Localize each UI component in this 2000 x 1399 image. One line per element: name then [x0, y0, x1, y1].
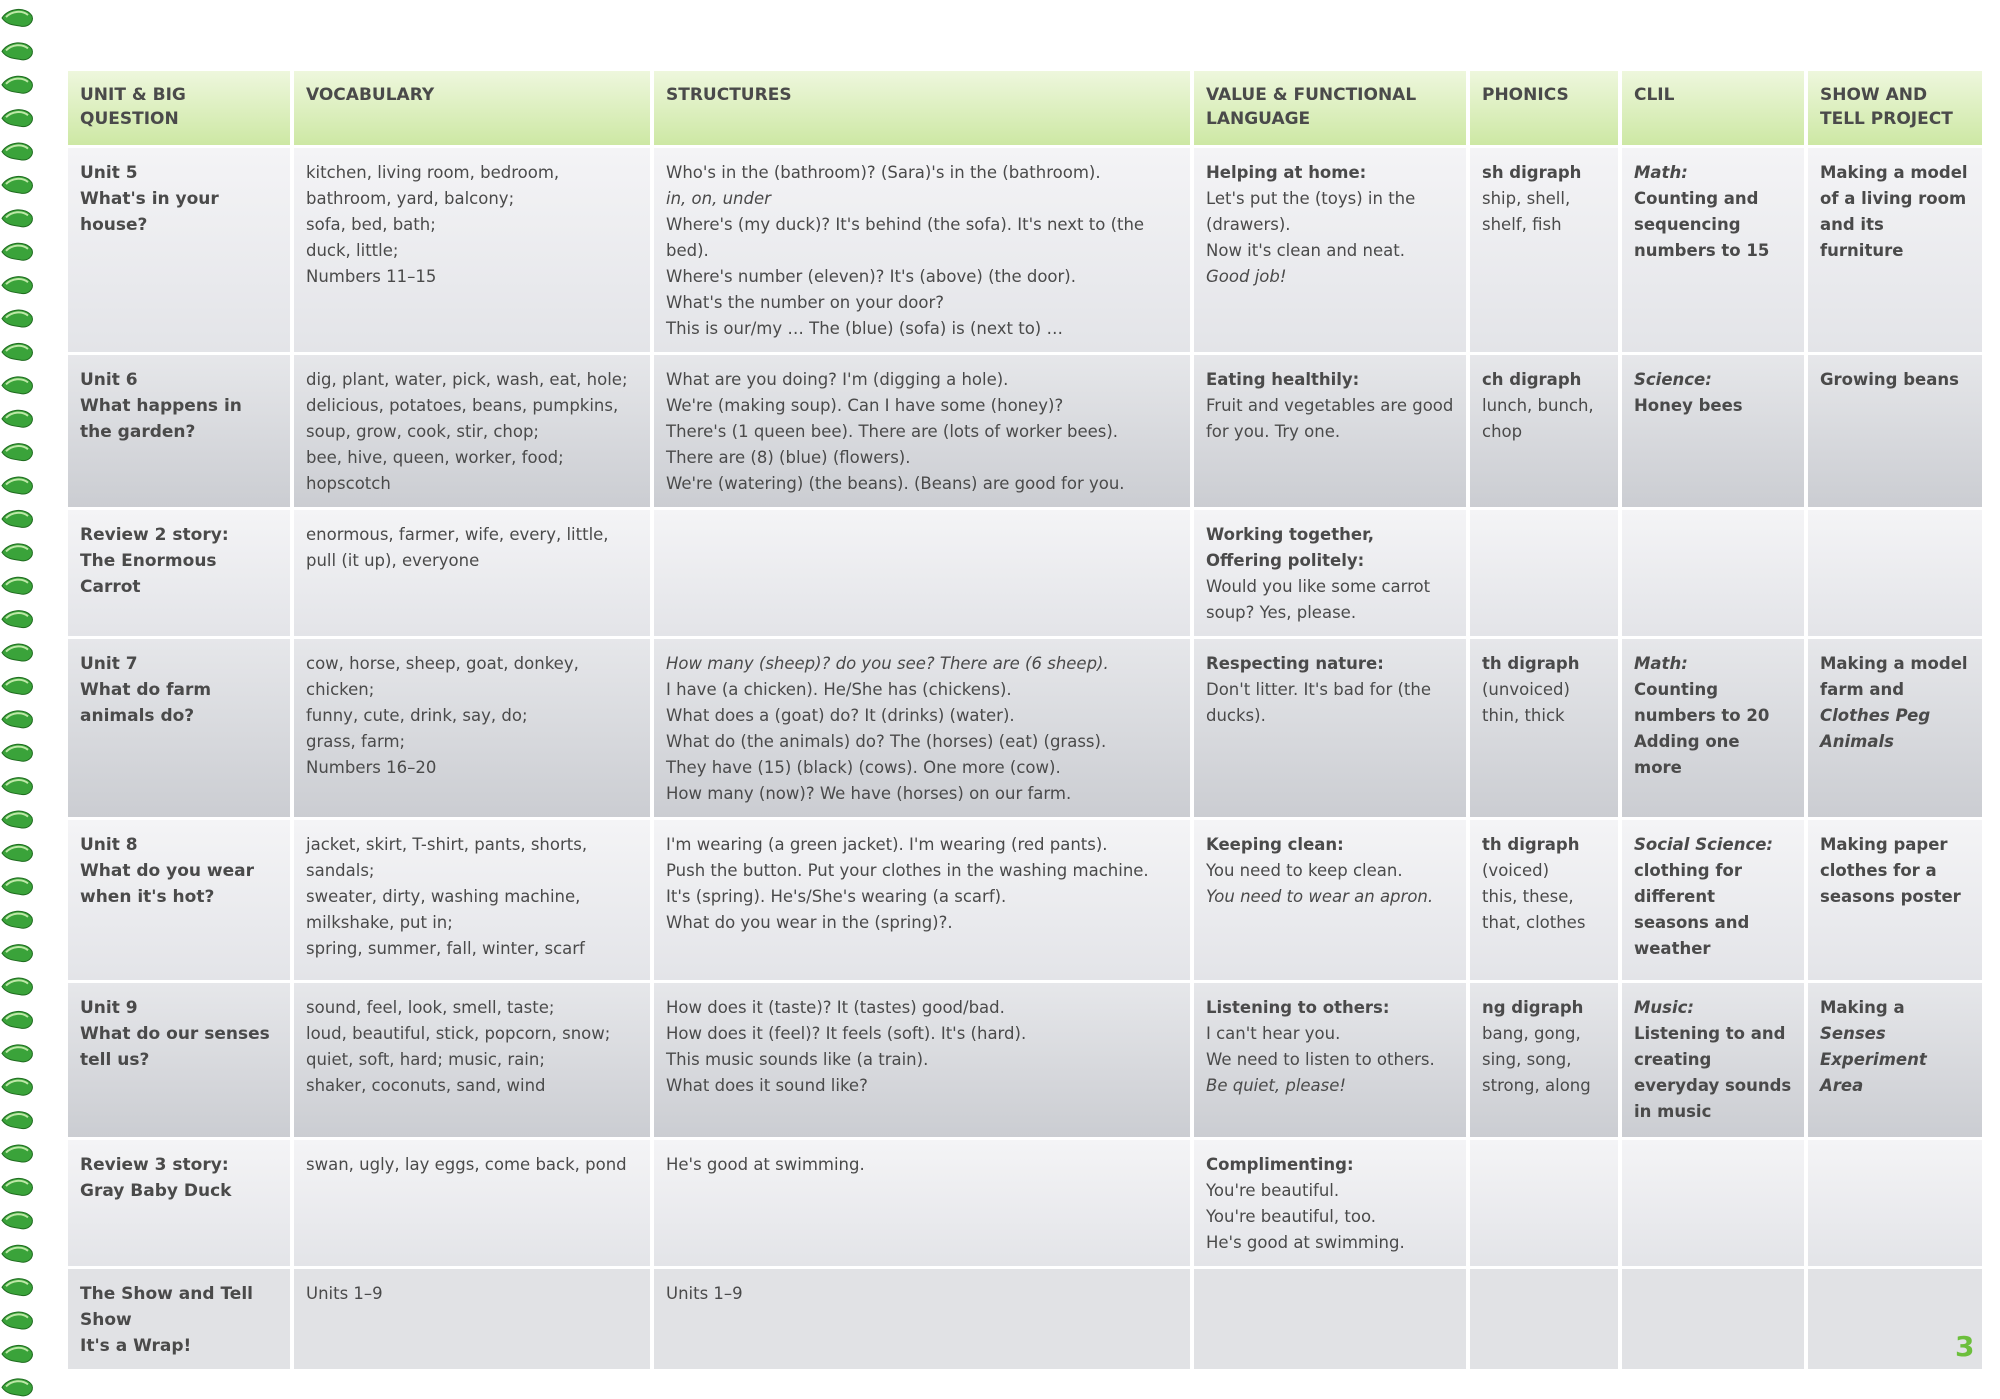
value-title: Helping at home: — [1206, 163, 1367, 182]
unit-label: Unit 6 — [80, 370, 138, 390]
big-question: It's a Wrap! — [80, 1336, 192, 1356]
cell-vocabulary — [294, 639, 650, 817]
structure-line: We're (making soup). Can I have some (honey)? — [666, 396, 1064, 415]
cell-phonics — [1470, 820, 1618, 980]
vocab-line: cow, horse, sheep, goat, donkey, chicken; — [306, 654, 579, 699]
value-title: Working together, — [1206, 525, 1375, 544]
header-show-and-tell: SHOW AND TELL PROJECT — [1808, 71, 1982, 145]
value-title: Eating healthily: — [1206, 370, 1360, 389]
cell-unit — [68, 355, 290, 507]
vocab-line: jacket, skirt, T-shirt, pants, shorts, sandals; — [306, 835, 588, 880]
structure-line: This is our/my … The (blue) (sofa) is (next to) … — [666, 319, 1063, 338]
cell-clil — [1622, 820, 1804, 980]
unit-label: The Show and Tell Show — [80, 1284, 253, 1330]
phonics-title: th digraph — [1482, 654, 1580, 673]
structure-line: What does it sound like? — [666, 1076, 868, 1095]
cell-unit — [68, 510, 290, 636]
phonics-words: bang, gong, sing, song, strong, along — [1482, 1024, 1591, 1095]
vocab-line: Numbers 11–15 — [306, 267, 437, 286]
cell-structures — [654, 820, 1190, 980]
value-line: Let's put the (toys) in the (drawers). — [1206, 189, 1416, 234]
structure-line: There's (1 queen bee). There are (lots of worker bees). — [666, 422, 1119, 441]
cell-show-and-tell — [1808, 639, 1982, 817]
vocab-line: spring, summer, fall, winter, scarf — [306, 939, 585, 958]
vocab-line: dig, plant, water, pick, wash, eat, hole; — [306, 370, 628, 389]
cell-phonics — [1470, 1140, 1618, 1266]
vocab-line: sofa, bed, bath; — [306, 215, 436, 234]
cell-vocabulary — [294, 148, 650, 352]
cell-show-and-tell — [1808, 355, 1982, 507]
vocab-line: swan, ugly, lay eggs, come back, pond — [306, 1155, 627, 1174]
cell-phonics — [1470, 983, 1618, 1137]
cell-vocabulary — [294, 983, 650, 1137]
cell-phonics — [1470, 148, 1618, 352]
cell-structures — [654, 148, 1190, 352]
structure-line: How does it (feel)? It feels (soft). It's (hard). — [666, 1024, 1027, 1043]
vocab-line: quiet, soft, hard; music, rain; — [306, 1050, 545, 1069]
unit-label: Unit 5 — [80, 163, 138, 183]
phonics-words: this, these, that, clothes — [1482, 887, 1586, 932]
cell-unit — [68, 983, 290, 1137]
cell-phonics — [1470, 1269, 1618, 1369]
big-question: What's in your house? — [80, 189, 219, 235]
clil-topic: Counting and sequencing numbers to 15 — [1634, 189, 1770, 260]
structure-line: Units 1–9 — [666, 1284, 743, 1303]
value-line: Fruit and vegetables are good for you. Try one. — [1206, 396, 1454, 441]
clil-subject: Music: — [1634, 998, 1695, 1017]
vocab-line: hopscotch — [306, 474, 391, 493]
structure-line: I'm wearing (a green jacket). I'm wearing (red pants). — [666, 835, 1108, 854]
cell-show-and-tell — [1808, 820, 1982, 980]
header-unit: UNIT & BIG QUESTION — [68, 71, 290, 145]
value-title: Offering politely: — [1206, 551, 1365, 570]
cell-vocabulary — [294, 355, 650, 507]
cell-clil — [1622, 148, 1804, 352]
cell-vocabulary — [294, 1140, 650, 1266]
cell-structures — [654, 983, 1190, 1137]
cell-phonics — [1470, 510, 1618, 636]
vocab-line: sound, feel, look, smell, taste; — [306, 998, 555, 1017]
unit-label: Unit 8 — [80, 835, 138, 855]
structure-line: We're (watering) (the beans). (Beans) are good for you. — [666, 474, 1125, 493]
structure-line: Push the button. Put your clothes in the washing machine. — [666, 861, 1149, 880]
clil-topic: Adding one more — [1634, 732, 1740, 777]
show-project: Making paper clothes for a seasons poster — [1820, 835, 1961, 906]
structure-line: How many (sheep)? do you see? There are (6 sheep). — [666, 654, 1109, 673]
table-row — [68, 983, 1982, 1137]
structure-line: Who's in the (bathroom)? (Sara)'s in the (bathroom). — [666, 163, 1101, 182]
value-title: Keeping clean: — [1206, 835, 1344, 854]
cell-value — [1194, 1269, 1466, 1369]
cell-unit — [68, 1140, 290, 1266]
cell-show-and-tell — [1808, 983, 1982, 1137]
phonics-words: lunch, bunch, chop — [1482, 396, 1594, 441]
value-line: I can't hear you. — [1206, 1024, 1341, 1043]
vocab-line: delicious, potatoes, beans, pumpkins, soup, grow, cook, stir, chop; — [306, 396, 619, 441]
cell-unit — [68, 148, 290, 352]
big-question: What do our senses tell us? — [80, 1024, 270, 1070]
clil-topic: Counting numbers to 20 — [1634, 680, 1770, 725]
cell-clil — [1622, 1269, 1804, 1369]
table-row — [68, 148, 1982, 352]
vocab-line: enormous, farmer, wife, every, little, pull (it up), everyone — [306, 525, 609, 570]
cell-value — [1194, 639, 1466, 817]
table-row — [68, 510, 1982, 636]
clil-subject: Math: — [1634, 163, 1688, 182]
vocab-line: kitchen, living room, bedroom, bathroom, yard, balcony; — [306, 163, 560, 208]
structure-line: How does it (taste)? It (tastes) good/bad. — [666, 998, 1005, 1017]
cell-value — [1194, 510, 1466, 636]
value-line: Be quiet, please! — [1206, 1076, 1347, 1095]
structure-line: in, on, under — [666, 189, 771, 208]
cell-structures — [654, 355, 1190, 507]
unit-label: Review 2 story: — [80, 525, 229, 545]
cell-unit — [68, 1269, 290, 1369]
clil-subject: Math: — [1634, 654, 1688, 673]
structure-line: Where's (my duck)? It's behind (the sofa). It's next to (the bed). — [666, 215, 1145, 260]
vocab-line: Numbers 16–20 — [306, 758, 437, 777]
clil-subject: Social Science: — [1634, 835, 1774, 854]
cell-clil — [1622, 355, 1804, 507]
cell-phonics — [1470, 355, 1618, 507]
clil-topic: Honey bees — [1634, 396, 1743, 415]
phonics-words: ship, shell, shelf, fish — [1482, 189, 1571, 234]
cell-vocabulary — [294, 1269, 650, 1369]
spiral-binding — [0, 0, 40, 1399]
phonics-title: ch digraph — [1482, 370, 1582, 389]
table-header-row — [68, 71, 1982, 145]
phonics-words: (unvoiced) thin, thick — [1482, 680, 1570, 725]
value-line: You're beautiful. — [1206, 1181, 1340, 1200]
unit-label: Unit 9 — [80, 998, 138, 1018]
value-title: Complimenting: — [1206, 1155, 1354, 1174]
structure-line: I have (a chicken). He/She has (chickens). — [666, 680, 1012, 699]
unit-label: Review 3 story: — [80, 1155, 229, 1175]
value-line: He's good at swimming. — [1206, 1233, 1405, 1252]
cell-value — [1194, 355, 1466, 507]
structure-line: It's (spring). He's/She's wearing (a scarf). — [666, 887, 1007, 906]
vocab-line: sweater, dirty, washing machine, milkshake, put in; — [306, 887, 581, 932]
cell-show-and-tell — [1808, 148, 1982, 352]
show-project: Growing beans — [1820, 370, 1959, 389]
phonics-title: th digraph — [1482, 835, 1580, 854]
header-phonics: PHONICS — [1470, 71, 1618, 145]
value-line: You need to keep clean. — [1206, 861, 1403, 880]
unit-label: Unit 7 — [80, 654, 138, 674]
structure-line: What do (the animals) do? The (horses) (eat) (grass). — [666, 732, 1107, 751]
structure-line: What's the number on your door? — [666, 293, 945, 312]
vocab-line: bee, hive, queen, worker, food; — [306, 448, 564, 467]
value-line: Good job! — [1206, 267, 1287, 286]
table-row — [68, 1140, 1982, 1266]
value-title: Respecting nature: — [1206, 654, 1384, 673]
show-project: Making a — [1820, 998, 1905, 1017]
cell-clil — [1622, 510, 1804, 636]
cell-value — [1194, 983, 1466, 1137]
vocab-line: funny, cute, drink, say, do; — [306, 706, 528, 725]
value-line: You're beautiful, too. — [1206, 1207, 1376, 1226]
table-row — [68, 639, 1982, 817]
clil-topic: Listening to and creating everyday sounds in music — [1634, 1024, 1792, 1121]
show-project-title: Clothes Peg Animals — [1820, 706, 1931, 751]
scope-and-sequence-table — [64, 68, 1982, 1372]
value-line: Now it's clean and neat. — [1206, 241, 1405, 260]
value-line: Don't litter. It's bad for (the ducks). — [1206, 680, 1431, 725]
structure-line: There are (8) (blue) (flowers). — [666, 448, 911, 467]
cell-unit — [68, 639, 290, 817]
structure-line: What do you wear in the (spring)?. — [666, 913, 953, 932]
cell-value — [1194, 820, 1466, 980]
show-project: Making a model of a living room and its furniture — [1820, 163, 1968, 260]
cell-show-and-tell — [1808, 510, 1982, 636]
cell-show-and-tell — [1808, 1140, 1982, 1266]
cell-clil — [1622, 1140, 1804, 1266]
cell-value — [1194, 148, 1466, 352]
cell-unit — [68, 820, 290, 980]
vocab-line: Units 1–9 — [306, 1284, 383, 1303]
show-project-title: Senses Experiment Area — [1820, 1024, 1927, 1095]
table-row — [68, 355, 1982, 507]
vocab-line: grass, farm; — [306, 732, 406, 751]
big-question: What do farm animals do? — [80, 680, 212, 726]
cell-vocabulary — [294, 510, 650, 636]
structure-line: How many (now)? We have (horses) on our farm. — [666, 784, 1072, 803]
value-line: We need to listen to others. — [1206, 1050, 1435, 1069]
cell-phonics — [1470, 639, 1618, 817]
big-question: What happens in the garden? — [80, 396, 242, 442]
table-row — [68, 1269, 1982, 1369]
value-line: Would you like some carrot soup? Yes, please. — [1206, 577, 1431, 622]
cell-structures — [654, 1140, 1190, 1266]
table-row — [68, 820, 1982, 980]
value-line: You need to wear an apron. — [1206, 887, 1434, 906]
clil-subject: Science: — [1634, 370, 1712, 389]
structure-line: He's good at swimming. — [666, 1155, 865, 1174]
structure-line: What does a (goat) do? It (drinks) (water). — [666, 706, 1015, 725]
value-title: Listening to others: — [1206, 998, 1390, 1017]
cell-vocabulary — [294, 820, 650, 980]
phonics-title: sh digraph — [1482, 163, 1582, 182]
phonics-words: (voiced) — [1482, 861, 1550, 880]
vocab-line: shaker, coconuts, sand, wind — [306, 1076, 546, 1095]
show-project: Making a model farm and — [1820, 654, 1968, 699]
header-structures: STRUCTURES — [654, 71, 1190, 145]
vocab-line: loud, beautiful, stick, popcorn, snow; — [306, 1024, 611, 1043]
phonics-title: ng digraph — [1482, 998, 1584, 1017]
big-question: What do you wear when it's hot? — [80, 861, 255, 907]
structure-line: Where's number (eleven)? It's (above) (the door). — [666, 267, 1076, 286]
cell-clil — [1622, 639, 1804, 817]
header-clil: CLIL — [1622, 71, 1804, 145]
cell-structures — [654, 1269, 1190, 1369]
cell-value — [1194, 1140, 1466, 1266]
clil-topic: clothing for different seasons and weather — [1634, 861, 1750, 958]
cell-clil — [1622, 983, 1804, 1137]
cell-structures — [654, 639, 1190, 817]
vocab-line: duck, little; — [306, 241, 399, 260]
cell-structures — [654, 510, 1190, 636]
structure-line: This music sounds like (a train). — [666, 1050, 929, 1069]
big-question: Gray Baby Duck — [80, 1181, 232, 1201]
structure-line: What are you doing? I'm (digging a hole). — [666, 370, 1009, 389]
big-question: The Enormous Carrot — [80, 551, 217, 597]
header-value: VALUE & FUNCTIONAL LANGUAGE — [1194, 71, 1466, 145]
structure-line: They have (15) (black) (cows). One more (cow). — [666, 758, 1061, 777]
header-vocabulary: VOCABULARY — [294, 71, 650, 145]
page-number: 3 — [1955, 1330, 1975, 1363]
